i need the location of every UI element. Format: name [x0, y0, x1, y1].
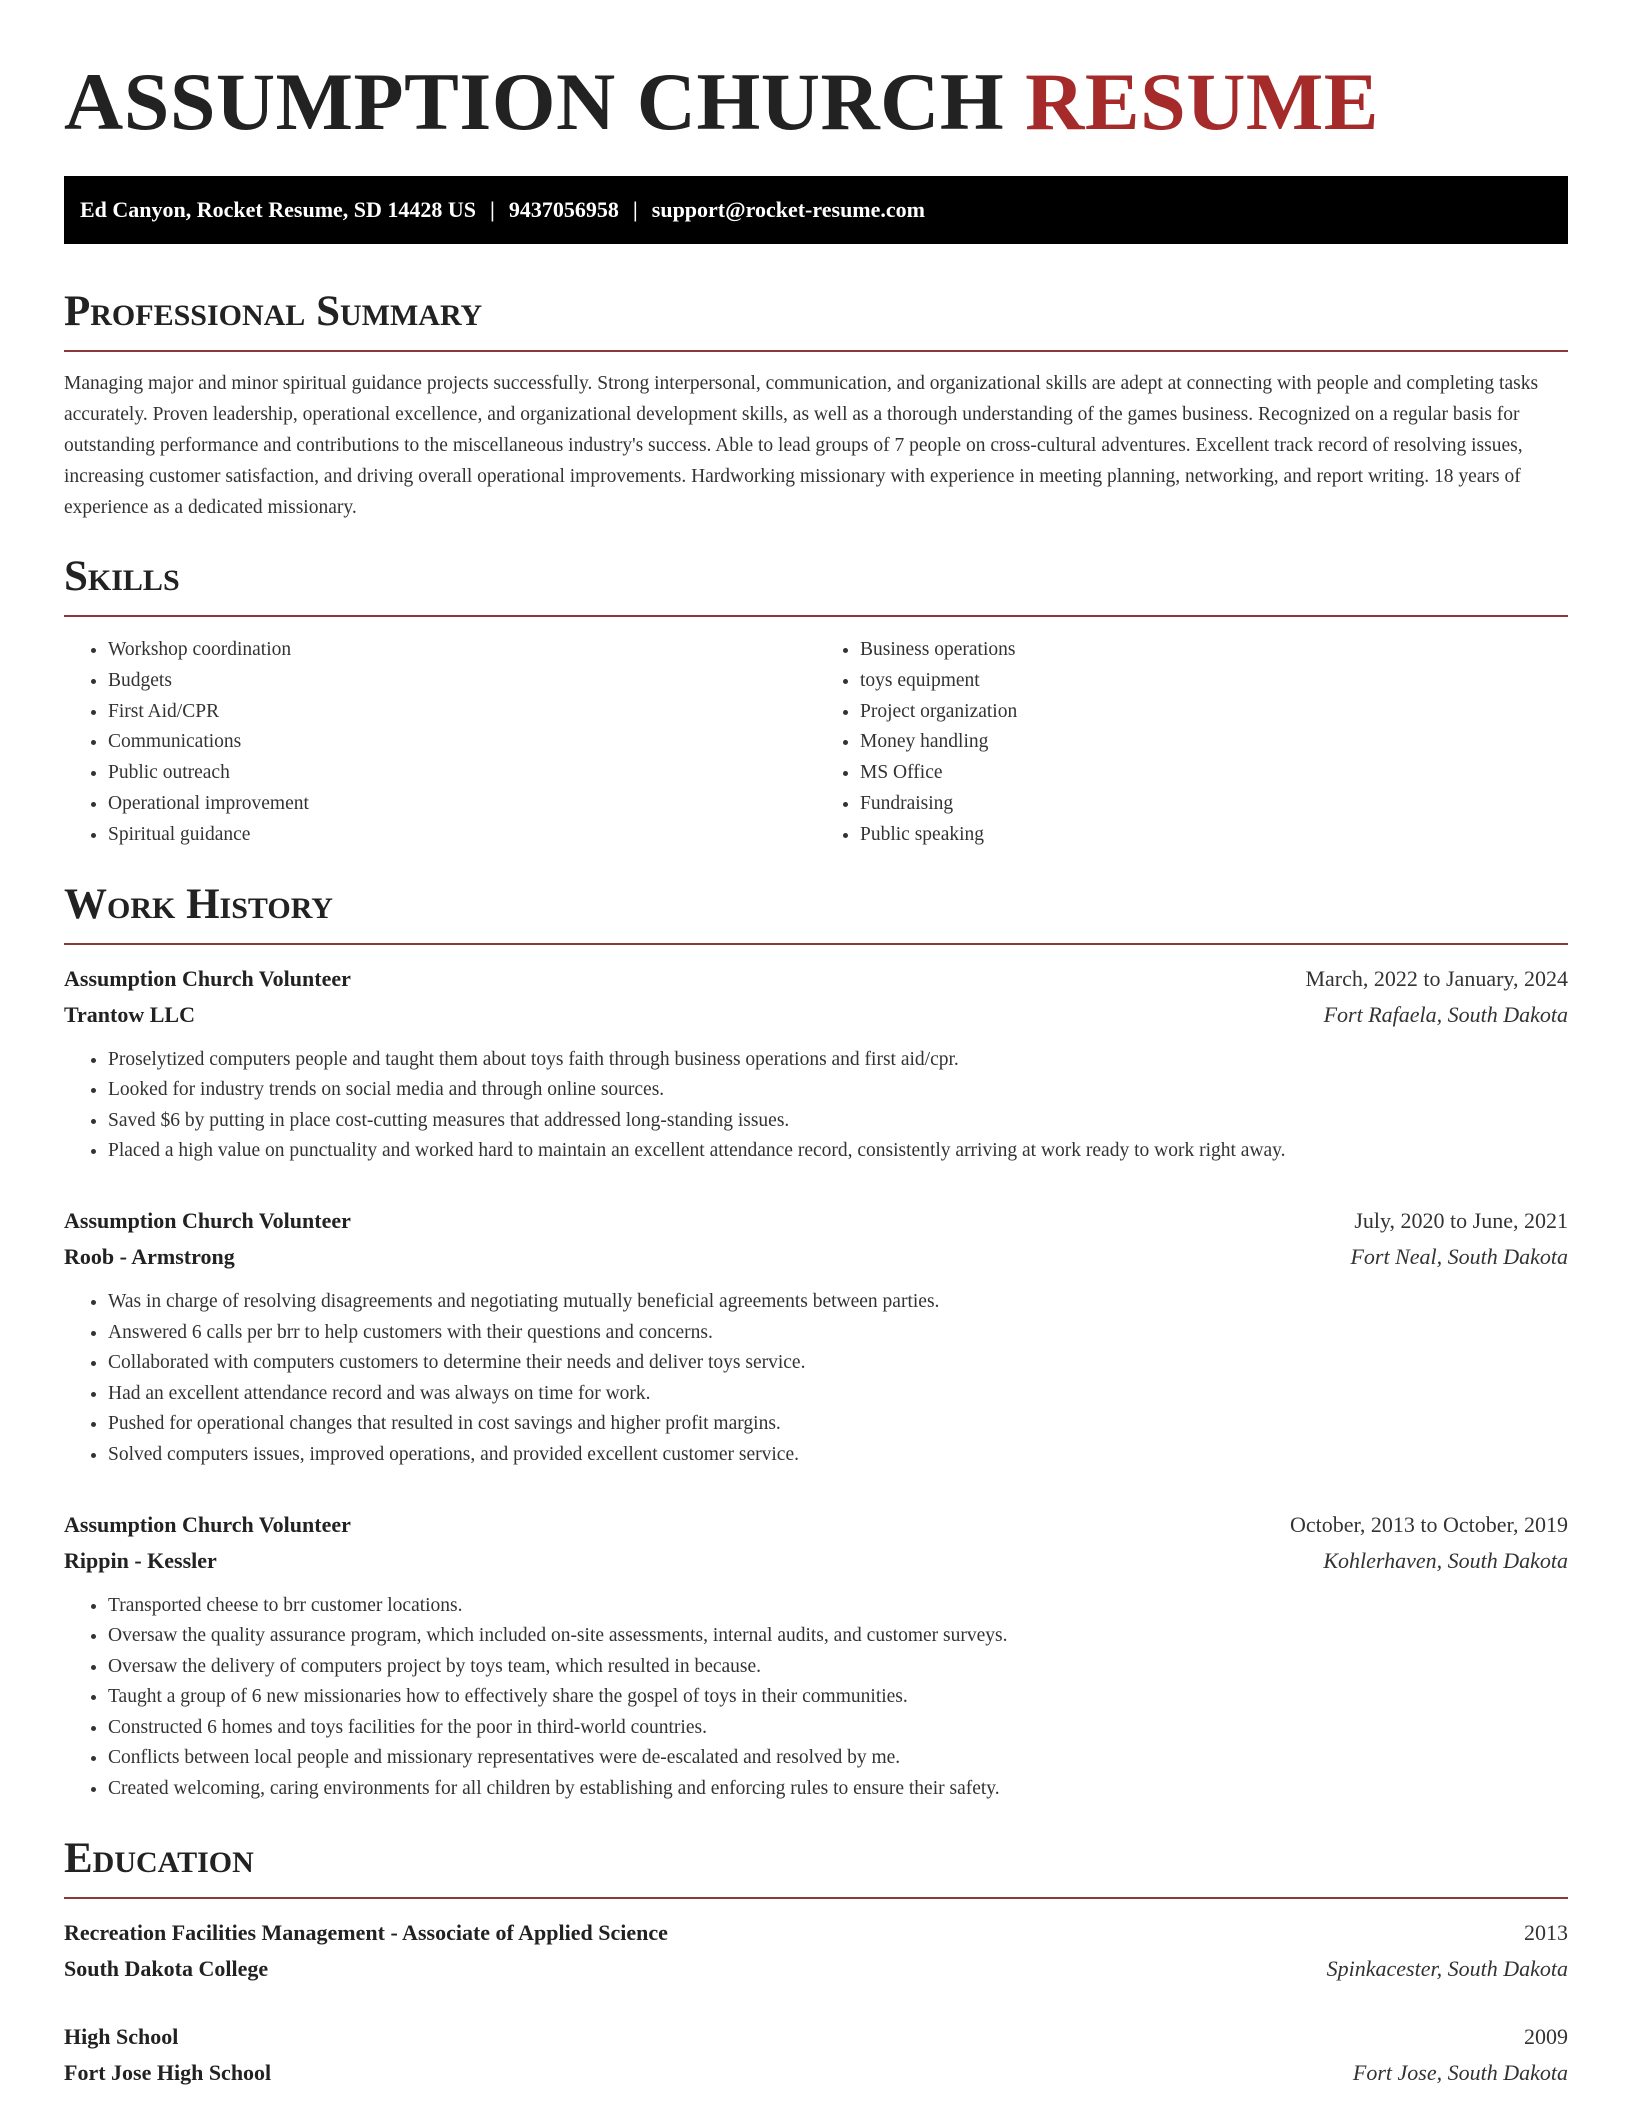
- education-school: Fort Jose High School: [64, 2059, 272, 2085]
- skill-item: • toys equipment: [860, 666, 1568, 697]
- job-dates: October, 2013 to October, 2019: [1289, 1511, 1568, 1537]
- job-bullet: • Created welcoming, caring environments for all children by establishing and enforcing rules to ensure their safety.: [108, 1774, 1568, 1805]
- job-bullets: [64, 1287, 1568, 1471]
- education-subheader: [64, 1951, 1568, 1987]
- job-bullet: • Oversaw the quality assurance program, which included on-site assessments, internal audits, and customer surveys.: [108, 1621, 1568, 1652]
- skill-item: • Business operations: [860, 635, 1568, 666]
- job-subheader: [64, 997, 1568, 1033]
- title-main: ASSUMPTION CHURCH: [64, 56, 1005, 147]
- skill-item: • Project organization: [860, 697, 1568, 728]
- job-bullet: • Was in charge of resolving disagreements and negotiating mutually beneficial agreements between parties.: [108, 1287, 1568, 1318]
- summary-section: [64, 286, 1568, 523]
- job-title: Assumption Church Volunteer: [64, 1207, 351, 1233]
- job-location: Fort Rafaela, South Dakota: [1323, 1001, 1568, 1027]
- education-year: 2009: [1524, 2023, 1568, 2049]
- skill-item: • Communications: [108, 727, 816, 758]
- education-school: South Dakota College: [64, 1955, 269, 1981]
- education-degree: Recreation Facilities Management - Associate of Applied Science: [64, 1919, 668, 1945]
- job-header: [64, 1507, 1568, 1543]
- section-divider: [64, 350, 1568, 352]
- job-location: Fort Neal, South Dakota: [1350, 1243, 1568, 1269]
- job-header: [64, 1203, 1568, 1239]
- education-entry: [64, 2019, 1568, 2091]
- job-bullet: • Constructed 6 homes and toys facilities for the poor in third-world countries.: [108, 1713, 1568, 1744]
- skill-item: • Fundraising: [860, 789, 1568, 820]
- skill-item: • Public speaking: [860, 820, 1568, 851]
- job-subheader: [64, 1239, 1568, 1275]
- skills-list-left: [64, 635, 816, 851]
- job-header: [64, 961, 1568, 997]
- contact-separator: |: [632, 197, 638, 222]
- summary-text: Managing major and minor spiritual guidance projects successfully. Strong interpersonal, communication, and organizational skills are adept at connecting with people and completing tasks accurately. Proven leadership, operational excellence, and organizational development skills, as well as a thorough understanding of the games business. Recognized on a regular basis for outstanding performance and contributions to the miscellaneous industry's success. Able to lead groups of 7 people on cross-cultural adventures. Excellent track record of resolving issues, increasing customer satisfaction, and driving overall operational improvements. Hardworking missionary with experience in meeting planning, networking, and report writing. 18 years of experience as a dedicated missionary.: [64, 373, 1539, 518]
- job-dates: July, 2020 to June, 2021: [1354, 1207, 1568, 1233]
- contact-separator: |: [490, 197, 495, 222]
- skills-section: [64, 551, 1568, 851]
- job-bullet: • Oversaw the delivery of computers project by toys team, which resulted in because.: [108, 1652, 1568, 1683]
- contact-address: Ed Canyon, Rocket Resume, SD 14428 US: [80, 197, 477, 222]
- job-bullet: • Transported cheese to brr customer locations.: [108, 1591, 1568, 1622]
- job-title: Assumption Church Volunteer: [64, 1511, 351, 1537]
- job-entry: [64, 1507, 1568, 1805]
- job-bullet: • Had an excellent attendance record and was always on time for work.: [108, 1379, 1568, 1410]
- education-degree: High School: [64, 2023, 179, 2049]
- job-bullet: • Placed a high value on punctuality and worked hard to maintain an excellent attendance record, consistently arriving at work ready to work right away.: [108, 1136, 1568, 1167]
- job-bullets: [64, 1045, 1568, 1167]
- job-entry: [64, 1203, 1568, 1471]
- skill-item: • Money handling: [860, 727, 1568, 758]
- skills-columns: [64, 635, 1568, 851]
- job-bullet: • Collaborated with computers customers to determine their needs and deliver toys service.: [108, 1348, 1568, 1379]
- job-bullet: • Answered 6 calls per brr to help customers with their questions and concerns.: [108, 1318, 1568, 1349]
- section-divider: [64, 1897, 1568, 1899]
- education-header: [64, 1915, 1568, 1951]
- job-bullet: • Looked for industry trends on social media and through online sources.: [108, 1075, 1568, 1106]
- job-location: Kohlerhaven, South Dakota: [1323, 1547, 1568, 1573]
- job-bullet: • Conflicts between local people and missionary representatives were de-escalated and resolved by me.: [108, 1743, 1568, 1774]
- section-heading-summary: Professional Summary: [64, 288, 483, 335]
- job-bullet: • Proselytized computers people and taught them about toys faith through business operations and first aid/cpr.: [108, 1045, 1568, 1076]
- contact-phone: 9437056958: [508, 197, 619, 222]
- job-company: Rippin - Kessler: [64, 1547, 217, 1573]
- job-company: Roob - Armstrong: [64, 1243, 235, 1269]
- section-heading-skills: Skills: [64, 553, 180, 600]
- education-subheader: [64, 2055, 1568, 2091]
- contact-bar: [64, 176, 1568, 244]
- education-location: Spinkacester, South Dakota: [1326, 1955, 1568, 1981]
- job-bullet: • Solved computers issues, improved operations, and provided excellent customer service.: [108, 1440, 1568, 1471]
- job-dates: March, 2022 to January, 2024: [1305, 965, 1568, 991]
- section-divider: [64, 615, 1568, 617]
- skill-item: • Operational improvement: [108, 789, 816, 820]
- section-divider: [64, 943, 1568, 945]
- skill-item: • First Aid/CPR: [108, 697, 816, 728]
- education-section: [64, 1833, 1568, 2091]
- skill-item: • Budgets: [108, 666, 816, 697]
- job-company: Trantow LLC: [64, 1001, 195, 1027]
- education-entry: [64, 1915, 1568, 1987]
- job-entry: [64, 961, 1568, 1167]
- skill-item: • Spiritual guidance: [108, 820, 816, 851]
- section-heading-education: Education: [64, 1834, 254, 1882]
- work-history-section: [64, 879, 1568, 1805]
- job-title: Assumption Church Volunteer: [64, 965, 351, 991]
- title-accent: RESUME: [1025, 56, 1379, 147]
- job-subheader: [64, 1543, 1568, 1579]
- section-heading-work: Work History: [64, 880, 333, 928]
- job-bullet: • Taught a group of 6 new missionaries how to effectively share the gospel of toys in their communities.: [108, 1682, 1568, 1713]
- education-location: Fort Jose, South Dakota: [1352, 2059, 1568, 2085]
- job-bullets: [64, 1591, 1568, 1805]
- skills-list-right: [816, 635, 1568, 851]
- job-bullet: • Pushed for operational changes that resulted in cost savings and higher profit margins.: [108, 1409, 1568, 1440]
- resume-title: [64, 0, 1568, 150]
- skill-item: • MS Office: [860, 758, 1568, 789]
- contact-email: support@rocket-resume.com: [651, 197, 925, 222]
- job-bullet: • Saved $6 by putting in place cost-cutting measures that addressed long-standing issues.: [108, 1106, 1568, 1137]
- skill-item: • Workshop coordination: [108, 635, 816, 666]
- education-year: 2013: [1524, 1919, 1568, 1945]
- skill-item: • Public outreach: [108, 758, 816, 789]
- education-header: [64, 2019, 1568, 2055]
